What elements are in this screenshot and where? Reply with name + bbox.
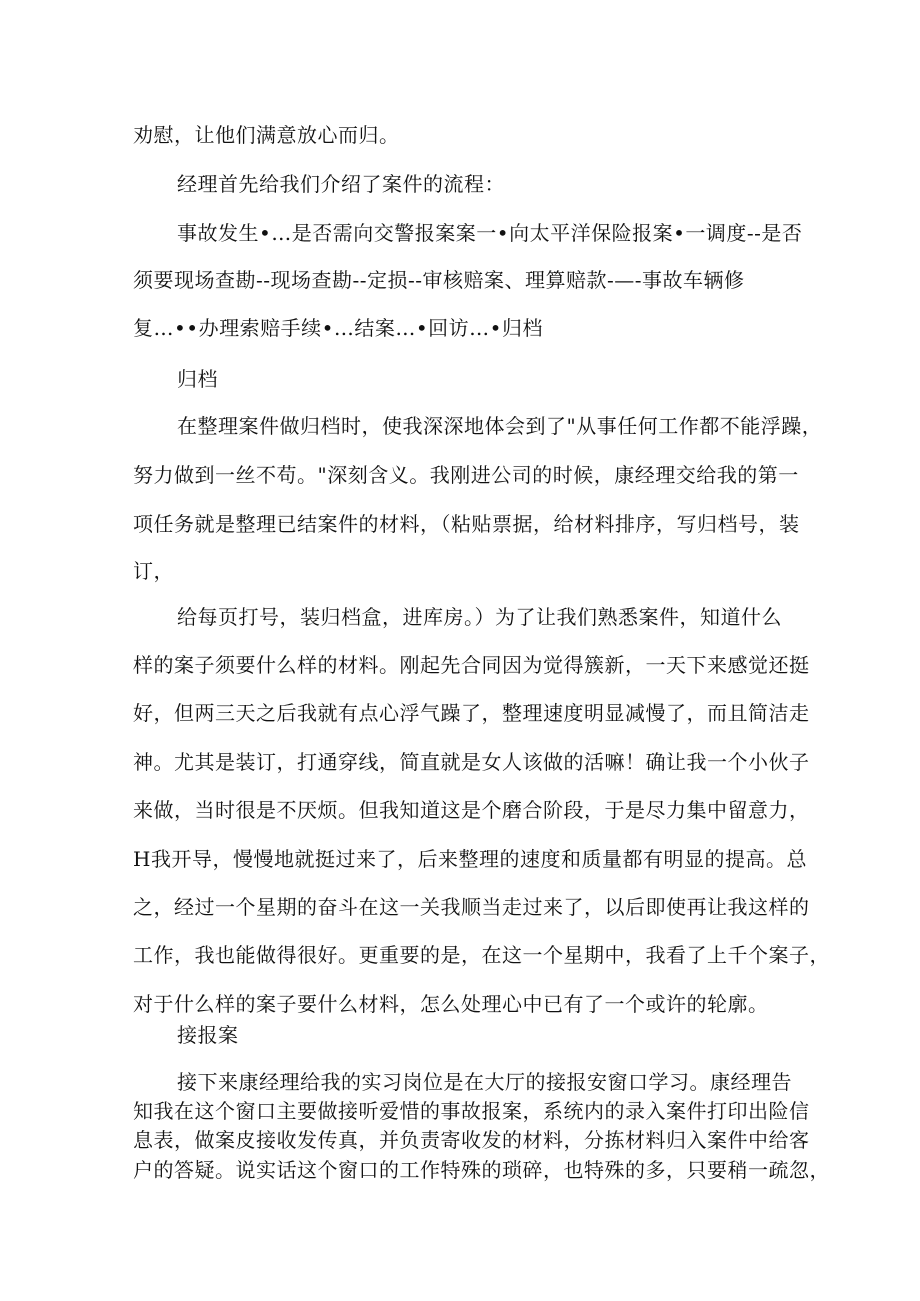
paragraph-line: 经理首先给我们介绍了案件的流程： — [177, 172, 505, 196]
paragraph-line: H我开导，慢慢地就挺过来了，后来整理的速度和质量都有明显的提高。总 — [133, 847, 807, 871]
paragraph-line: 劝慰，让他们满意放心而归。 — [133, 123, 400, 147]
paragraph-line: 息表，做案皮接收发传真，并负责寄收发的材料，分拣材料归入案件中给客 — [133, 1128, 810, 1152]
paragraph-line: 须要现场查勘--现场查勘--定损--审核赔案、理算赔款-—-事故车辆修 — [133, 268, 745, 292]
paragraph-line: 订， — [133, 559, 174, 583]
paragraph-line: 给每页打号，装归档盒，进库房。）为了让我们熟悉案件，知道什么 — [177, 605, 782, 629]
paragraph-line: 努力做到一丝不苟。"深刻含义。我刚进公司的时候，康经理交给我的第一 — [133, 463, 799, 487]
paragraph-line: 事故发生•…是否需向交警报案案一•向太平洋保险报案•一调度--是否 — [177, 221, 803, 245]
paragraph-line: 之，经过一个星期的奋斗在这一关我顺当走过来了，以后即使再让我这样的 — [133, 895, 810, 919]
paragraph-line: 对于什么样的案子要什么材料，怎么处理心中已有了一个或许的轮廓。 — [133, 992, 769, 1016]
paragraph-line: 神。尤其是装订，打通穿线，简直就是女人该做的活嘛！确让我一个小伙子 — [133, 750, 810, 774]
paragraph-line: 项任务就是整理已结案件的材料，（粘贴票据，给材料排序，写归档号，装 — [133, 512, 800, 536]
section-heading: 接报案 — [177, 1023, 239, 1047]
paragraph-line: 复…••办理索赔手续•…结案…•回访…•归档 — [133, 316, 543, 340]
paragraph-line: 样的案子须要什么样的材料。刚起先合同因为觉得簇新，一天下来感觉还挺 — [133, 653, 810, 677]
paragraph-line: 接下来康经理给我的实习岗位是在大厅的接报安窗口学习。康经理告 — [177, 1070, 792, 1094]
paragraph-line: 在整理案件做归档时，使我深深地体会到了"从事任何工作都不能浮躁， — [177, 414, 823, 438]
paragraph-line: 工作，我也能做得很好。更重要的是，在这一个星期中，我看了上千个案子， — [133, 943, 830, 967]
paragraph-line: 来做，当时很是不厌烦。但我知道这是个磨合阶段，于是尽力集中留意力， — [133, 798, 810, 822]
paragraph-line: 好，但两三天之后我就有点心浮气躁了，整理速度明显减慢了，而且简洁走 — [133, 701, 810, 725]
section-heading: 归档 — [177, 367, 218, 391]
paragraph-line: 知我在这个窗口主要做接听爱惜的事故报案，系统内的录入案件打印出险信 — [133, 1099, 810, 1123]
paragraph-line: 户的答疑。说实话这个窗口的工作特殊的琐碎，也特殊的多，只要稍一疏忽， — [133, 1158, 830, 1182]
